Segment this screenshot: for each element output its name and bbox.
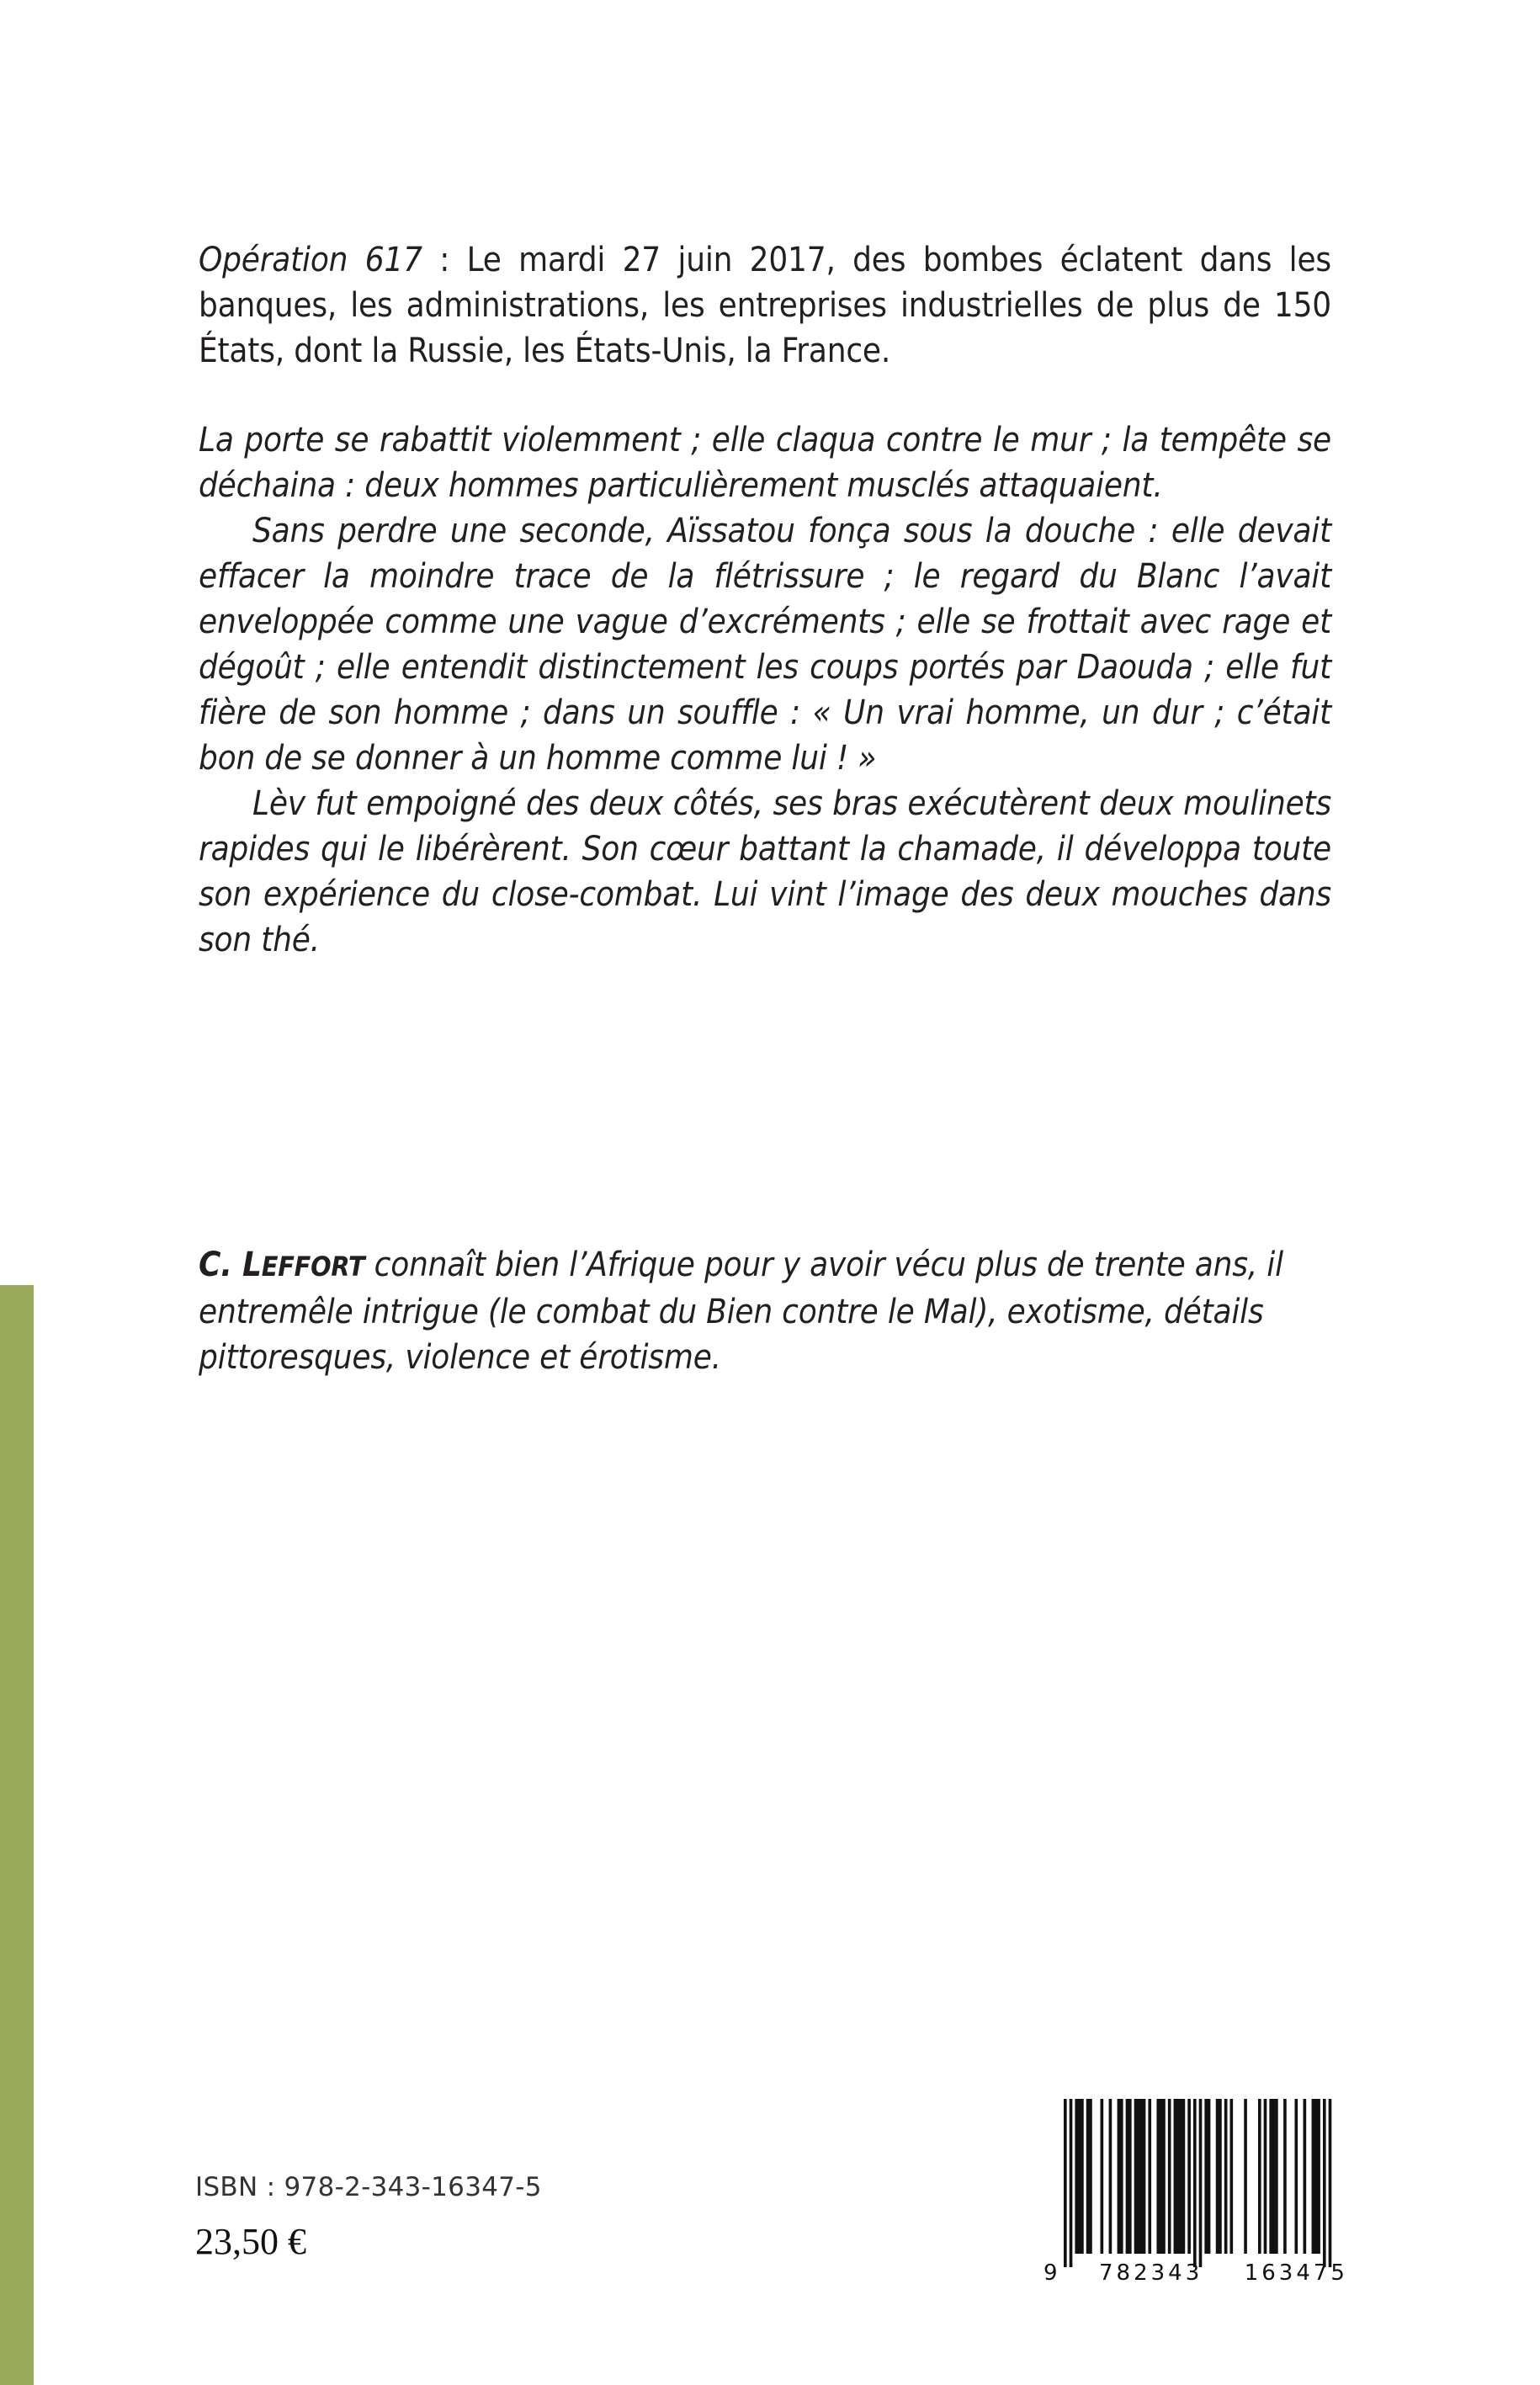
barcode-bar [1264,2099,1267,2254]
barcode-bar [1168,2099,1171,2254]
barcode-bar [1101,2099,1104,2254]
author-name [199,1246,364,1284]
author-name-rest: EFFORT [261,1251,365,1283]
barcode-bar [1272,2099,1276,2254]
barcode-bar [1070,2099,1073,2267]
barcode-bar [1317,2099,1320,2254]
barcode-bar [1294,2099,1298,2254]
author-note [199,1242,1331,1380]
barcode-bar [1179,2099,1182,2254]
barcode-bar [1275,2099,1278,2254]
excerpt-paragraph-2: Sans perdre une seconde, Aïssatou fonça sous la douche : elle devait effacer la moindre trace de la flétrissure ; le regard du Blanc l’avait enveloppée comme une vague d’excréments ; elle se frottait avec rage et dégoût ; elle entendit distinctement les coups portés par Daouda ; elle fut fière de son homme ; dans un souffle : « Un vrai homme, un dur ; c’était bon de se donner à un homme comme lui ! » [199,512,1331,778]
barcode-bar [1120,2099,1123,2254]
intro-text: : Le mardi 27 juin 2017, des bombes éclatent dans les banques, les administrations, les entreprises industrielles de plus de 150 États, dont la Russie, les États-Unis, la France. [199,241,1331,370]
barcode-bar [1258,2099,1261,2254]
barcode-bar [1312,2099,1315,2254]
barcode-bar [1304,2099,1307,2254]
barcode-bar [1064,2099,1067,2267]
barcode-bar [1176,2099,1180,2254]
barcode-digits [1043,2260,1348,2286]
barcode [1043,2099,1348,2301]
barcode-bar [1089,2099,1092,2254]
barcode-lead-digit: 9 [1043,2260,1058,2286]
barcode-bar [1126,2099,1129,2254]
barcode-bar [1086,2099,1090,2254]
barcode-bar [1224,2099,1228,2254]
barcode-bar [1081,2099,1084,2254]
excerpt-paragraph-3: Lèv fut empoigné des deux côtés, ses bras exécutèrent deux moulinets rapides qui le libérèrent. Son cœur battant la chamade, il développa toute son expérience du close-combat. Lui vint l’image des deux mouches dans son thé. [199,784,1331,959]
barcode-bar [1229,2099,1233,2254]
barcode-bar [1283,2099,1287,2254]
barcode-bar [1193,2099,1197,2267]
barcode-right-group: 163475 [1244,2260,1348,2286]
price-label: 23,50 € [195,2221,306,2262]
barcode-bar [1199,2099,1203,2267]
barcode-bar [1139,2099,1143,2254]
barcode-bar [1118,2099,1121,2254]
barcode-bar [1244,2099,1247,2254]
barcode-bar [1314,2099,1318,2254]
author-bio: connaît bien l’Afrique pour y avoir vécu plus de trente ans, il entremêle intrigue (le combat du Bien contre le Mal), exotisme, détails pittoresques, violence et érotisme. [199,1246,1283,1377]
barcode-bar [1148,2099,1151,2254]
book-title: Opération 617 [199,241,422,279]
barcode-bar [1156,2099,1160,2254]
barcode-bar [1137,2099,1140,2254]
barcode-bars [1043,2099,1348,2267]
barcode-bar [1323,2099,1326,2267]
barcode-bar [1208,2099,1211,2254]
barcode-bar [1216,2099,1219,2254]
isbn-label: ISBN : 978-2-343-16347-5 [195,2172,542,2202]
barcode-bar [1182,2099,1186,2254]
barcode-bar [1329,2099,1332,2267]
excerpt-paragraph-1: La porte se rabattit violemment ; elle claqua contre le mur ; la tempête se déchaina : deux hommes particulièrement musclés attaquaient. [199,421,1331,505]
barcode-bar [1187,2099,1191,2254]
barcode-bar [1078,2099,1081,2254]
barcode-bar [1174,2099,1177,2254]
barcode-bar [1143,2099,1146,2254]
barcode-bar [1204,2099,1208,2254]
barcode-bar [1134,2099,1138,2254]
excerpt [199,417,1331,963]
barcode-bar [1269,2099,1272,2254]
barcode-left-group: 782343 [1099,2260,1203,2286]
barcode-bar [1128,2099,1132,2254]
barcode-bar [1075,2099,1078,2254]
barcode-bar [1219,2099,1222,2254]
barcode-bar [1109,2099,1113,2254]
intro-paragraph [199,237,1331,374]
green-spine-strip [0,1285,34,2385]
barcode-bar [1162,2099,1166,2254]
author-initial: C. L [199,1246,262,1284]
barcode-bar [1160,2099,1163,2254]
